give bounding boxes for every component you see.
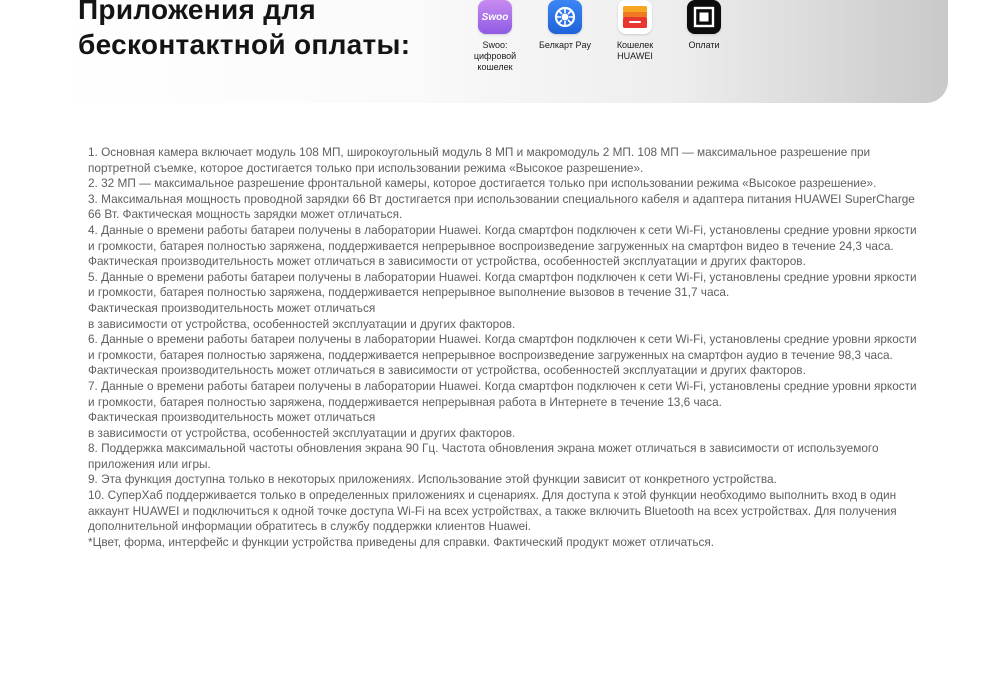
title-line-2: бесконтактной оплаты:	[78, 29, 411, 60]
footnote: 7. Данные о времени работы батареи получены в лаборатории Huawei. Когда смартфон подключен к сети Wi-Fi, установлены средние уровни яркости и громкости, батарея полностью заряжена, поддерживается непрерывная работа в Интернете в течение 13,6 часа.	[88, 378, 917, 409]
app-belkart-pay-label: Белкарт Pay	[539, 40, 591, 50]
belkart-pay-icon	[548, 0, 582, 34]
footnote: в зависимости от устройства, особенностей эксплуатации и других факторов.	[88, 425, 516, 440]
app-belkart-pay[interactable]	[530, 0, 600, 51]
footnote: 8. Поддержка максимальной частоты обновления экрана 90 Гц. Частота обновления экрана может отличаться в зависимости от используемого приложения или игры.	[88, 441, 879, 471]
footnote: 1. Основная камера включает модуль 108 МП, широкоугольный модуль 8 МП и макромодуль 2 МП. 108 МП — максимальное разрешение при портретной съемке, которое достигается только при использовании режима «Высокое разрешение».	[88, 145, 871, 175]
app-oplati[interactable]	[669, 0, 739, 51]
footnote: 6. Данные о времени работы батареи получены в лаборатории Huawei. Когда смартфон подключен к сети Wi-Fi, установлены средние уровни яркости и громкости, батарея полностью заряжена, поддерживается непрерывное воспроизведение загруженных на смартфон аудио в течение 98,3 часа. Фактическая производительность может отличаться в зависимости от устройства, особенностей эксплуатации и других факторов.	[88, 332, 917, 378]
app-oplati-label: Оплати	[688, 40, 720, 50]
app-swoo[interactable]	[460, 0, 530, 73]
page-title	[78, 0, 410, 62]
footnote: 4. Данные о времени работы батареи получены в лаборатории Huawei. Когда смартфон подключен к сети Wi-Fi, установлены средние уровни яркости и громкости, батарея полностью заряжена, поддерживается непрерывное воспроизведение загруженных на смартфон видео в течение 24,3 часа. Фактическая производительность может отличаться в зависимости от устройства, особенностей эксплуатации и других факторов.	[88, 222, 917, 269]
app-huawei-wallet-label: Кошелек HUAWEI	[616, 40, 654, 61]
huawei-wallet-icon	[618, 0, 652, 34]
footnote: в зависимости от устройства, особенностей эксплуатации и других факторов.	[88, 316, 516, 331]
footnote: Фактическая производительность может отличаться	[88, 300, 376, 315]
footnote: 5. Данные о времени работы батареи получены в лаборатории Huawei. Когда смартфон подключен к сети Wi-Fi, установлены средние уровни яркости и громкости, батарея полностью заряжена, поддерживается непрерывное выполнение вызовов в течение 31,7 часа.	[88, 269, 917, 300]
footnotes	[88, 145, 918, 550]
app-swoo-label: Swoo: цифровой кошелек	[473, 40, 517, 72]
footnote: 2. 32 МП — максимальное разрешение фронтальной камеры, которое достигается только при использовании режима «Высокое разрешение».	[88, 176, 877, 191]
footnote: 3. Максимальная мощность проводной зарядки 66 Вт достигается при использовании специального кабеля и адаптера питания HUAWEI SuperCharge 66 Вт. Фактическая мощность зарядки может отличаться.	[88, 191, 915, 222]
footnote: Фактическая производительность может отличаться	[88, 410, 376, 425]
oplati-icon	[687, 0, 721, 34]
title-line-1: Приложения для	[78, 0, 316, 25]
footnote: *Цвет, форма, интерфейс и функции устройства приведены для справки. Фактический продукт может отличаться.	[88, 534, 715, 549]
footnote: 10. СуперХаб поддерживается только в определенных приложениях и сценариях. Для доступа к этой функции необходимо выполнить вход в один аккаунт HUAWEI и подключиться к одной точке доступа Wi-Fi на всех устройствах, а также включить Bluetooth на всех устройствах. Для получения дополнительной информации обратитесь в службу поддержки клиентов Huawei.	[88, 488, 897, 534]
swoo-logo-icon: Swoo	[478, 0, 512, 34]
app-huawei-wallet[interactable]	[600, 0, 670, 62]
footnote: 9. Эта функция доступна только в некоторых приложениях. Использование этой функции зависит от конкретного устройства.	[88, 472, 777, 487]
